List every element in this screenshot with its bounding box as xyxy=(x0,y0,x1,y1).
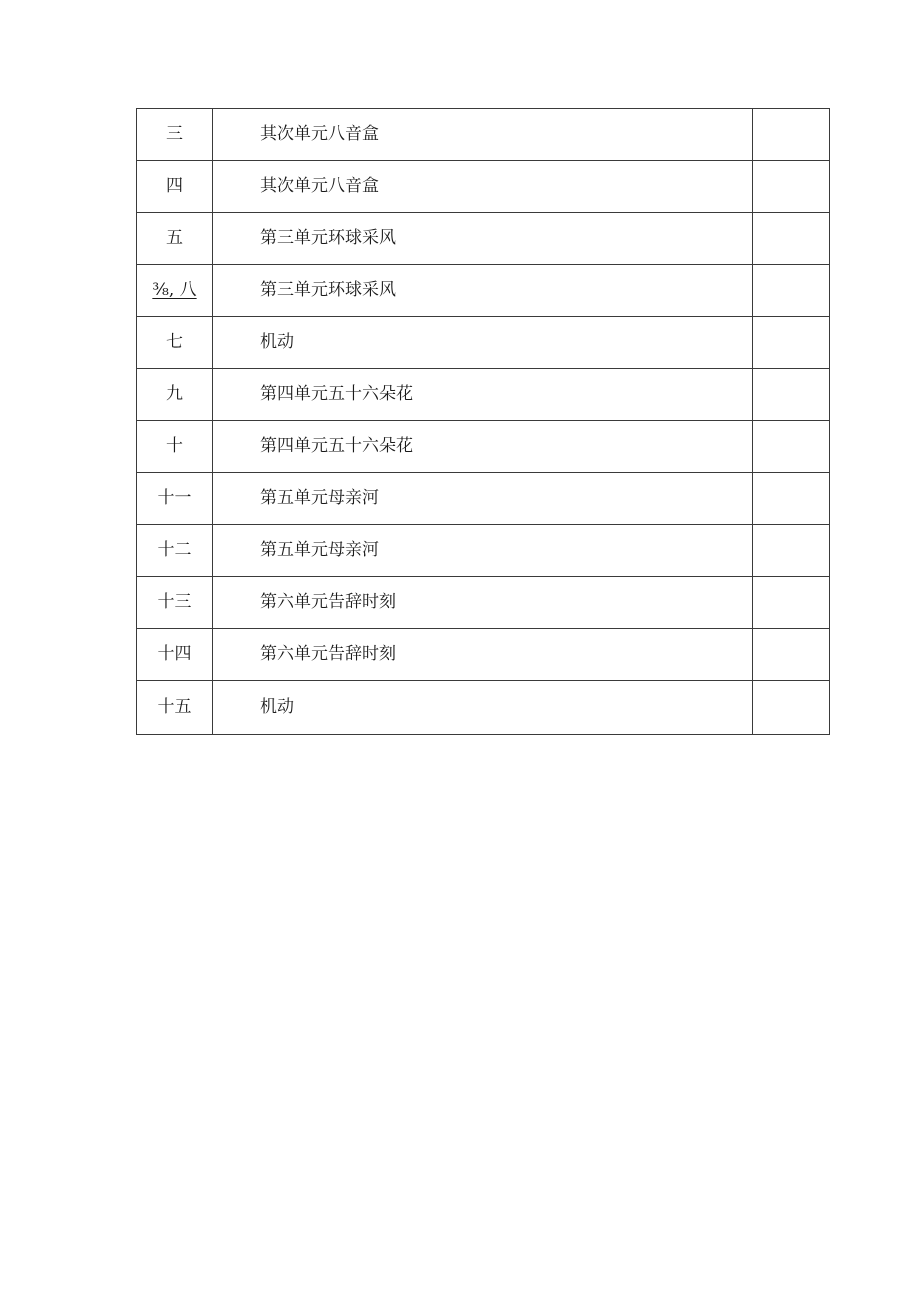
week-cell xyxy=(137,577,213,629)
content-cell: 第五单元母亲河 xyxy=(213,473,753,525)
table-row xyxy=(137,369,830,421)
note-cell xyxy=(753,473,830,525)
week-label: 十二 xyxy=(157,540,192,560)
week-cell xyxy=(137,161,213,213)
note-cell xyxy=(753,109,830,161)
week-label: 三 xyxy=(166,124,183,144)
week-label: ⅜, 八 xyxy=(152,280,197,300)
week-label: 五 xyxy=(166,228,183,248)
table-row xyxy=(137,265,830,317)
week-cell xyxy=(137,317,213,369)
content-cell: 机动 xyxy=(213,681,753,735)
note-cell xyxy=(753,577,830,629)
week-label: 十三 xyxy=(157,592,192,612)
week-cell xyxy=(137,421,213,473)
week-label: 七 xyxy=(166,332,183,352)
week-label: 十 xyxy=(166,436,183,456)
content-cell: 第六单元告辞时刻 xyxy=(213,629,753,681)
week-label: 九 xyxy=(166,384,183,404)
note-cell xyxy=(753,629,830,681)
table-row xyxy=(137,629,830,681)
content-cell: 机动 xyxy=(213,317,753,369)
content-cell: 其次单元八音盒 xyxy=(213,109,753,161)
note-cell xyxy=(753,317,830,369)
note-cell xyxy=(753,525,830,577)
content-cell: 第四单元五十六朵花 xyxy=(213,369,753,421)
table-row xyxy=(137,473,830,525)
content-cell: 第三单元环球采风 xyxy=(213,213,753,265)
note-cell xyxy=(753,213,830,265)
week-cell xyxy=(137,109,213,161)
week-cell xyxy=(137,473,213,525)
week-cell xyxy=(137,629,213,681)
note-cell xyxy=(753,369,830,421)
table-row xyxy=(137,317,830,369)
week-cell xyxy=(137,369,213,421)
week-label: 四 xyxy=(166,176,183,196)
table-row xyxy=(137,681,830,735)
week-label: 十四 xyxy=(157,644,192,664)
week-label: 十一 xyxy=(157,488,192,508)
teaching-schedule-table xyxy=(136,108,830,735)
content-cell: 第六单元告辞时刻 xyxy=(213,577,753,629)
table-row xyxy=(137,421,830,473)
table-row xyxy=(137,161,830,213)
table-row xyxy=(137,577,830,629)
table-row xyxy=(137,525,830,577)
table-row xyxy=(137,213,830,265)
content-cell: 第五单元母亲河 xyxy=(213,525,753,577)
content-cell: 第四单元五十六朵花 xyxy=(213,421,753,473)
note-cell xyxy=(753,421,830,473)
week-label: 十五 xyxy=(157,697,192,717)
week-cell xyxy=(137,213,213,265)
table-row xyxy=(137,109,830,161)
content-cell: 其次单元八音盒 xyxy=(213,161,753,213)
week-cell xyxy=(137,265,213,317)
note-cell xyxy=(753,681,830,735)
week-cell xyxy=(137,525,213,577)
note-cell xyxy=(753,265,830,317)
week-cell xyxy=(137,681,213,735)
note-cell xyxy=(753,161,830,213)
content-cell: 第三单元环球采风 xyxy=(213,265,753,317)
